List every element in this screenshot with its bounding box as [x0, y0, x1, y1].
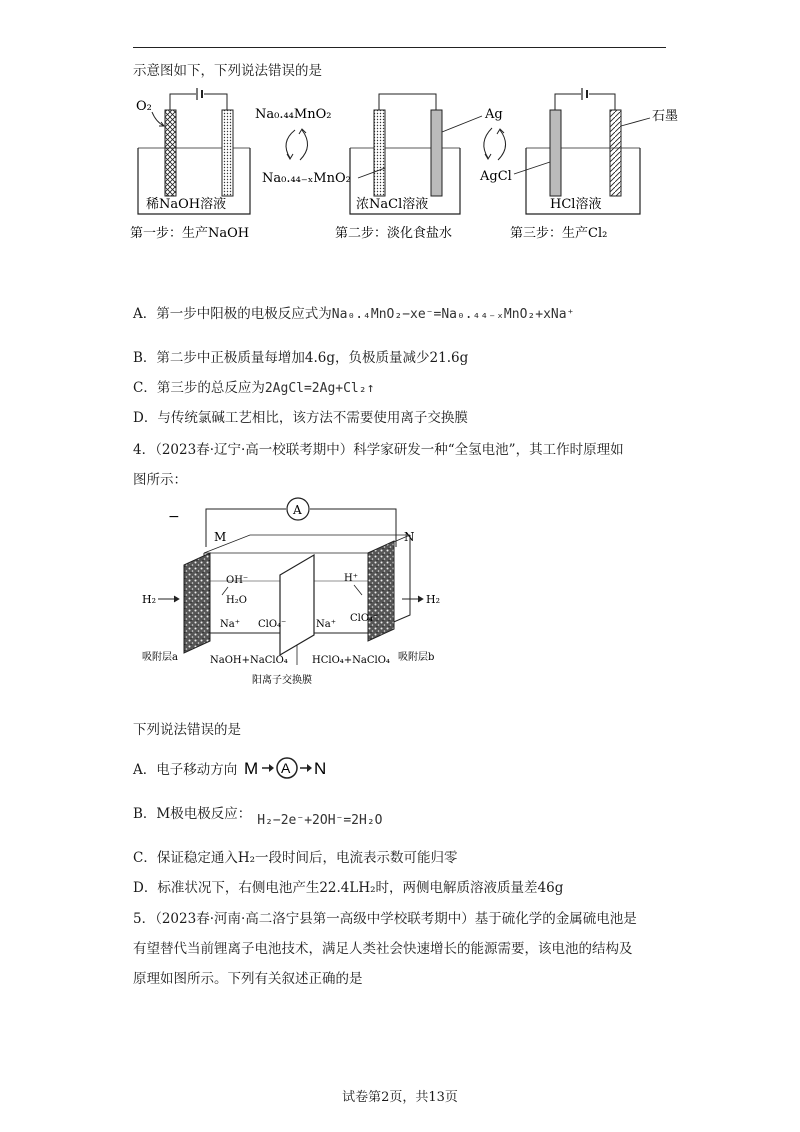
label-clo4-left: ClO₄⁻ [258, 619, 287, 630]
caption-step2: 第二步：淡化食盐水 [335, 226, 453, 241]
minus-sign: − [168, 509, 180, 525]
figure-three-step-process [130, 82, 690, 262]
q4-option-b: B．M极电极反应： H₂−2e⁻+2OH⁻=2H₂O [133, 806, 383, 828]
q5-line1: 5．（2023春·河南·高二洛宁县第一高级中学校联考期中）基于硫化学的金属硫电池是 [133, 911, 637, 927]
label-graphite: 石墨 [652, 109, 679, 124]
q5-line3: 原理如图所示。下列有关叙述正确的是 [133, 971, 363, 987]
q4-stem-line2: 图所示： [133, 472, 187, 488]
label-h2-left: H₂ [142, 593, 157, 606]
q3-option-c: C．第三步的总反应为2AgCl=2Ag+Cl₂↑ [133, 380, 375, 396]
label-h2-right: H₂ [426, 593, 441, 606]
electron-direction-diagram [242, 756, 352, 780]
label-na044x: Na₀.₄₄₋ₓMnO₂ [262, 171, 351, 186]
namno2-labels [255, 107, 351, 186]
label-layer-b: 吸附层b [398, 652, 435, 663]
label-clo4-right: ClO₄⁻ [350, 613, 379, 624]
dir-m: M [243, 759, 258, 778]
label-sol2: 浓NaCl溶液 [356, 197, 429, 212]
label-h2o: H₂O [226, 595, 247, 606]
q3-option-d: D．与传统氯碱工艺相比，该方法不需要使用离子交换膜 [133, 410, 468, 426]
header-rule [133, 47, 666, 48]
q4-option-a: A．电子移动方向 M A N [133, 756, 352, 780]
label-m: M [214, 530, 227, 544]
q4-option-d: D．标准状况下，右侧电池产生22.4LH₂时，两侧电解质溶液质量差46g [133, 880, 564, 896]
q4-stem-line1: 4．（2023春·辽宁·高一校联考期中）科学家研发一种“全氢电池”，其工作时原理如 [133, 442, 624, 458]
label-na044: Na₀.₄₄MnO₂ [255, 107, 332, 122]
label-sol1: 稀NaOH溶液 [146, 197, 227, 212]
label-h-plus: H⁺ [344, 573, 358, 584]
label-sol-right: HClO₄+NaClO₄ [312, 655, 390, 666]
label-n: N [404, 530, 415, 544]
cell-step1 [136, 88, 250, 214]
q3-option-a: A．第一步中阳极的电极反应式为Na₀.₄MnO₂−xe⁻=Na₀.₄₄₋ₓMnO₂+xNa⁺ [133, 306, 575, 322]
label-sol-left: NaOH+NaClO₄ [210, 655, 288, 666]
label-membrane: 阳离子交换膜 [252, 675, 312, 686]
dir-meter: A [280, 760, 290, 776]
cell-step2 [350, 94, 460, 214]
page-footer: 试卷第2页，共13页 [342, 1090, 458, 1105]
label-na-left: Na⁺ [220, 619, 240, 630]
q4-option-c: C．保证稳定通入H₂一段时间后，电流表示数可能归零 [133, 850, 458, 866]
q4-question: 下列说法错误的是 [133, 722, 241, 738]
q3-intro: 示意图如下，下列说法错误的是 [133, 63, 322, 79]
label-sol3: HCl溶液 [550, 197, 602, 212]
ammeter-label: A [293, 503, 302, 517]
label-layer-a: 吸附层a [142, 652, 178, 663]
q5-line2: 有望替代当前锂离子电池技术，满足人类社会快速增长的能源需要，该电池的结构及 [133, 941, 633, 957]
label-na-right: Na⁺ [316, 619, 336, 630]
caption-step1: 第一步：生产NaOH [130, 226, 250, 241]
label-agcl: AgCl [480, 169, 512, 184]
ag-agcl-labels [442, 107, 550, 184]
label-o2: O₂ [136, 99, 152, 114]
figure-hydrogen-battery [140, 495, 450, 700]
caption-step3: 第三步：生产Cl₂ [510, 226, 608, 241]
dir-n: N [313, 759, 326, 778]
cell-step3 [526, 88, 678, 214]
label-oh: OH⁻ [226, 575, 249, 586]
label-ag: Ag [485, 107, 503, 122]
q3-option-b: B．第二步中正极质量每增加4.6g，负极质量减少21.6g [133, 350, 469, 366]
